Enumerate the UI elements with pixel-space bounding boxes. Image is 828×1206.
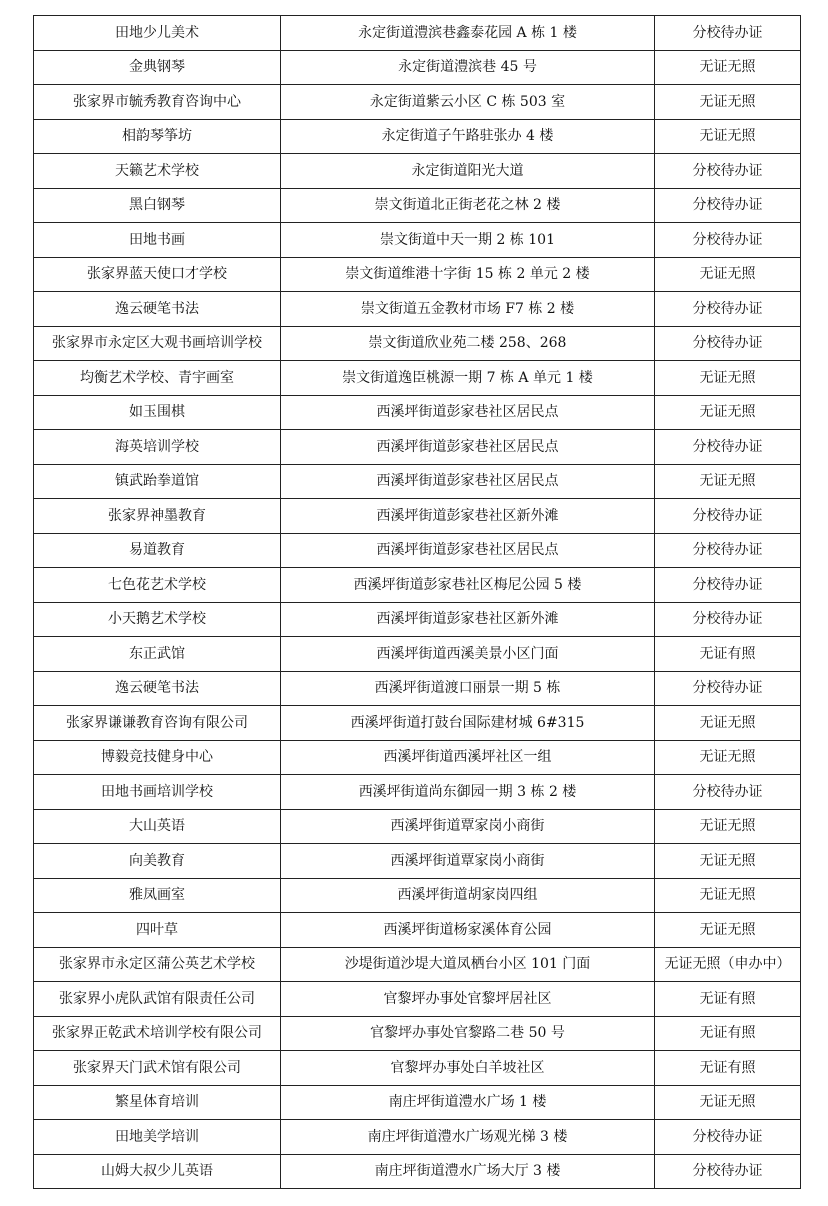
table-row: [34, 85, 801, 120]
table-row: [34, 50, 801, 85]
table-row: [34, 706, 801, 741]
institution-name-cell: 七色花艺术学校: [34, 568, 281, 603]
address-cell: 西溪坪街道彭家巷社区居民点: [281, 464, 655, 499]
table-row: [34, 499, 801, 534]
address-cell: 西溪坪街道彭家巷社区新外滩: [281, 499, 655, 534]
license-status-cell: 分校待办证: [655, 1154, 801, 1189]
license-status-cell: 分校待办证: [655, 568, 801, 603]
license-status-cell: 分校待办证: [655, 1120, 801, 1155]
institution-name-cell: 雅凤画室: [34, 878, 281, 913]
table-row: [34, 326, 801, 361]
table-row: [34, 947, 801, 982]
address-cell: 西溪坪街道尚东御园一期 3 栋 2 楼: [281, 775, 655, 810]
address-cell: 西溪坪街道西溪美景小区门面: [281, 637, 655, 672]
license-status-cell: 无证有照: [655, 982, 801, 1017]
address-cell: 西溪坪街道彭家巷社区居民点: [281, 533, 655, 568]
address-cell: 崇文街道逸臣桃源一期 7 栋 A 单元 1 楼: [281, 361, 655, 396]
address-cell: 南庄坪街道澧水广场大厅 3 楼: [281, 1154, 655, 1189]
license-status-cell: 无证无照: [655, 878, 801, 913]
address-cell: 西溪坪街道渡口丽景一期 5 栋: [281, 671, 655, 706]
license-status-cell: 无证无照: [655, 809, 801, 844]
table-row: [34, 568, 801, 603]
table-row: [34, 533, 801, 568]
license-status-cell: 分校待办证: [655, 326, 801, 361]
address-cell: 崇文街道五金教材市场 F7 栋 2 楼: [281, 292, 655, 327]
table-row: [34, 982, 801, 1017]
address-cell: 西溪坪街道彭家巷社区新外滩: [281, 602, 655, 637]
table-row: [34, 188, 801, 223]
institution-name-cell: 小天鹅艺术学校: [34, 602, 281, 637]
address-cell: 崇文街道中天一期 2 栋 101: [281, 223, 655, 258]
institution-name-cell: 东正武馆: [34, 637, 281, 672]
institution-name-cell: 张家界小虎队武馆有限责任公司: [34, 982, 281, 1017]
table-row: [34, 1016, 801, 1051]
license-status-cell: 无证无照: [655, 395, 801, 430]
table-row: [34, 637, 801, 672]
address-cell: 西溪坪街道覃家岗小商街: [281, 844, 655, 879]
address-cell: 官黎坪办事处官黎路二巷 50 号: [281, 1016, 655, 1051]
institution-name-cell: 张家界市毓秀教育咨询中心: [34, 85, 281, 120]
address-cell: 西溪坪街道彭家巷社区居民点: [281, 430, 655, 465]
institution-name-cell: 张家界天门武术馆有限公司: [34, 1051, 281, 1086]
address-cell: 南庄坪街道澧水广场 1 楼: [281, 1085, 655, 1120]
license-status-cell: 分校待办证: [655, 430, 801, 465]
license-status-cell: 无证无照: [655, 464, 801, 499]
license-status-cell: 无证无照: [655, 1085, 801, 1120]
license-status-cell: 无证无照: [655, 119, 801, 154]
address-cell: 崇文街道维港十字街 15 栋 2 单元 2 楼: [281, 257, 655, 292]
license-status-cell: 无证有照: [655, 1016, 801, 1051]
address-cell: 崇文街道北正街老花之林 2 楼: [281, 188, 655, 223]
table-row: [34, 395, 801, 430]
table-row: [34, 844, 801, 879]
institution-name-cell: 田地书画培训学校: [34, 775, 281, 810]
license-status-cell: 分校待办证: [655, 533, 801, 568]
institution-name-cell: 均衡艺术学校、青宇画室: [34, 361, 281, 396]
license-status-cell: 无证无照: [655, 85, 801, 120]
institution-name-cell: 张家界谦谦教育咨询有限公司: [34, 706, 281, 741]
institution-name-cell: 繁星体育培训: [34, 1085, 281, 1120]
license-status-cell: 无证有照: [655, 1051, 801, 1086]
license-status-cell: 无证无照: [655, 913, 801, 948]
address-cell: 官黎坪办事处白羊坡社区: [281, 1051, 655, 1086]
address-cell: 沙堤街道沙堤大道凤栖台小区 101 门面: [281, 947, 655, 982]
table-row: [34, 1085, 801, 1120]
address-cell: 西溪坪街道彭家巷社区梅尼公园 5 楼: [281, 568, 655, 603]
address-cell: 永定街道阳光大道: [281, 154, 655, 189]
address-cell: 南庄坪街道澧水广场观光梯 3 楼: [281, 1120, 655, 1155]
address-cell: 西溪坪街道打鼓台国际建材城 6#315: [281, 706, 655, 741]
table-row: [34, 1051, 801, 1086]
institution-name-cell: 张家界正乾武术培训学校有限公司: [34, 1016, 281, 1051]
license-status-cell: 分校待办证: [655, 292, 801, 327]
license-status-cell: 分校待办证: [655, 671, 801, 706]
institution-name-cell: 逸云硬笔书法: [34, 671, 281, 706]
table-row: [34, 257, 801, 292]
address-cell: 西溪坪街道彭家巷社区居民点: [281, 395, 655, 430]
address-cell: 永定街道澧滨巷鑫泰花园 A 栋 1 楼: [281, 16, 655, 51]
institution-name-cell: 相韵琴筝坊: [34, 119, 281, 154]
institution-name-cell: 山姆大叔少儿英语: [34, 1154, 281, 1189]
table-row: [34, 292, 801, 327]
address-cell: 崇文街道欣业苑二楼 258、268: [281, 326, 655, 361]
license-status-cell: 分校待办证: [655, 775, 801, 810]
institution-name-cell: 张家界神墨教育: [34, 499, 281, 534]
institutions-table: [33, 15, 801, 1189]
institution-name-cell: 海英培训学校: [34, 430, 281, 465]
table-body: [34, 16, 801, 1189]
address-cell: 官黎坪办事处官黎坪居社区: [281, 982, 655, 1017]
license-status-cell: 无证无照（申办中）: [655, 947, 801, 982]
institution-name-cell: 田地少儿美术: [34, 16, 281, 51]
license-status-cell: 分校待办证: [655, 499, 801, 534]
table-row: [34, 16, 801, 51]
institution-name-cell: 逸云硬笔书法: [34, 292, 281, 327]
license-status-cell: 无证无照: [655, 257, 801, 292]
table-row: [34, 775, 801, 810]
institution-name-cell: 四叶草: [34, 913, 281, 948]
institution-name-cell: 田地美学培训: [34, 1120, 281, 1155]
institution-name-cell: 易道教育: [34, 533, 281, 568]
table-row: [34, 913, 801, 948]
institution-name-cell: 张家界市永定区大观书画培训学校: [34, 326, 281, 361]
table-row: [34, 1154, 801, 1189]
institution-name-cell: 张家界市永定区蒲公英艺术学校: [34, 947, 281, 982]
institution-name-cell: 田地书画: [34, 223, 281, 258]
address-cell: 永定街道紫云小区 C 栋 503 室: [281, 85, 655, 120]
address-cell: 永定街道澧滨巷 45 号: [281, 50, 655, 85]
institution-name-cell: 天籁艺术学校: [34, 154, 281, 189]
address-cell: 西溪坪街道西溪坪社区一组: [281, 740, 655, 775]
table-row: [34, 223, 801, 258]
institution-name-cell: 镇武跆拳道馆: [34, 464, 281, 499]
license-status-cell: 分校待办证: [655, 16, 801, 51]
address-cell: 西溪坪街道胡家岗四组: [281, 878, 655, 913]
table-row: [34, 464, 801, 499]
license-status-cell: 无证无照: [655, 706, 801, 741]
table-row: [34, 430, 801, 465]
license-status-cell: 无证无照: [655, 361, 801, 396]
license-status-cell: 无证无照: [655, 740, 801, 775]
table-row: [34, 671, 801, 706]
license-status-cell: 分校待办证: [655, 223, 801, 258]
institution-name-cell: 大山英语: [34, 809, 281, 844]
table-row: [34, 809, 801, 844]
license-status-cell: 无证有照: [655, 637, 801, 672]
table-row: [34, 602, 801, 637]
license-status-cell: 分校待办证: [655, 602, 801, 637]
table-row: [34, 878, 801, 913]
institution-name-cell: 黑白钢琴: [34, 188, 281, 223]
institution-name-cell: 向美教育: [34, 844, 281, 879]
table-row: [34, 361, 801, 396]
institution-name-cell: 博毅竞技健身中心: [34, 740, 281, 775]
table-row: [34, 119, 801, 154]
institution-name-cell: 如玉围棋: [34, 395, 281, 430]
table-row: [34, 1120, 801, 1155]
license-status-cell: 无证无照: [655, 50, 801, 85]
license-status-cell: 分校待办证: [655, 154, 801, 189]
license-status-cell: 无证无照: [655, 844, 801, 879]
table-row: [34, 154, 801, 189]
address-cell: 西溪坪街道覃家岗小商街: [281, 809, 655, 844]
table-row: [34, 740, 801, 775]
institution-name-cell: 金典钢琴: [34, 50, 281, 85]
institution-name-cell: 张家界蓝天使口才学校: [34, 257, 281, 292]
address-cell: 永定街道子午路驻张办 4 楼: [281, 119, 655, 154]
address-cell: 西溪坪街道杨家溪体育公园: [281, 913, 655, 948]
license-status-cell: 分校待办证: [655, 188, 801, 223]
